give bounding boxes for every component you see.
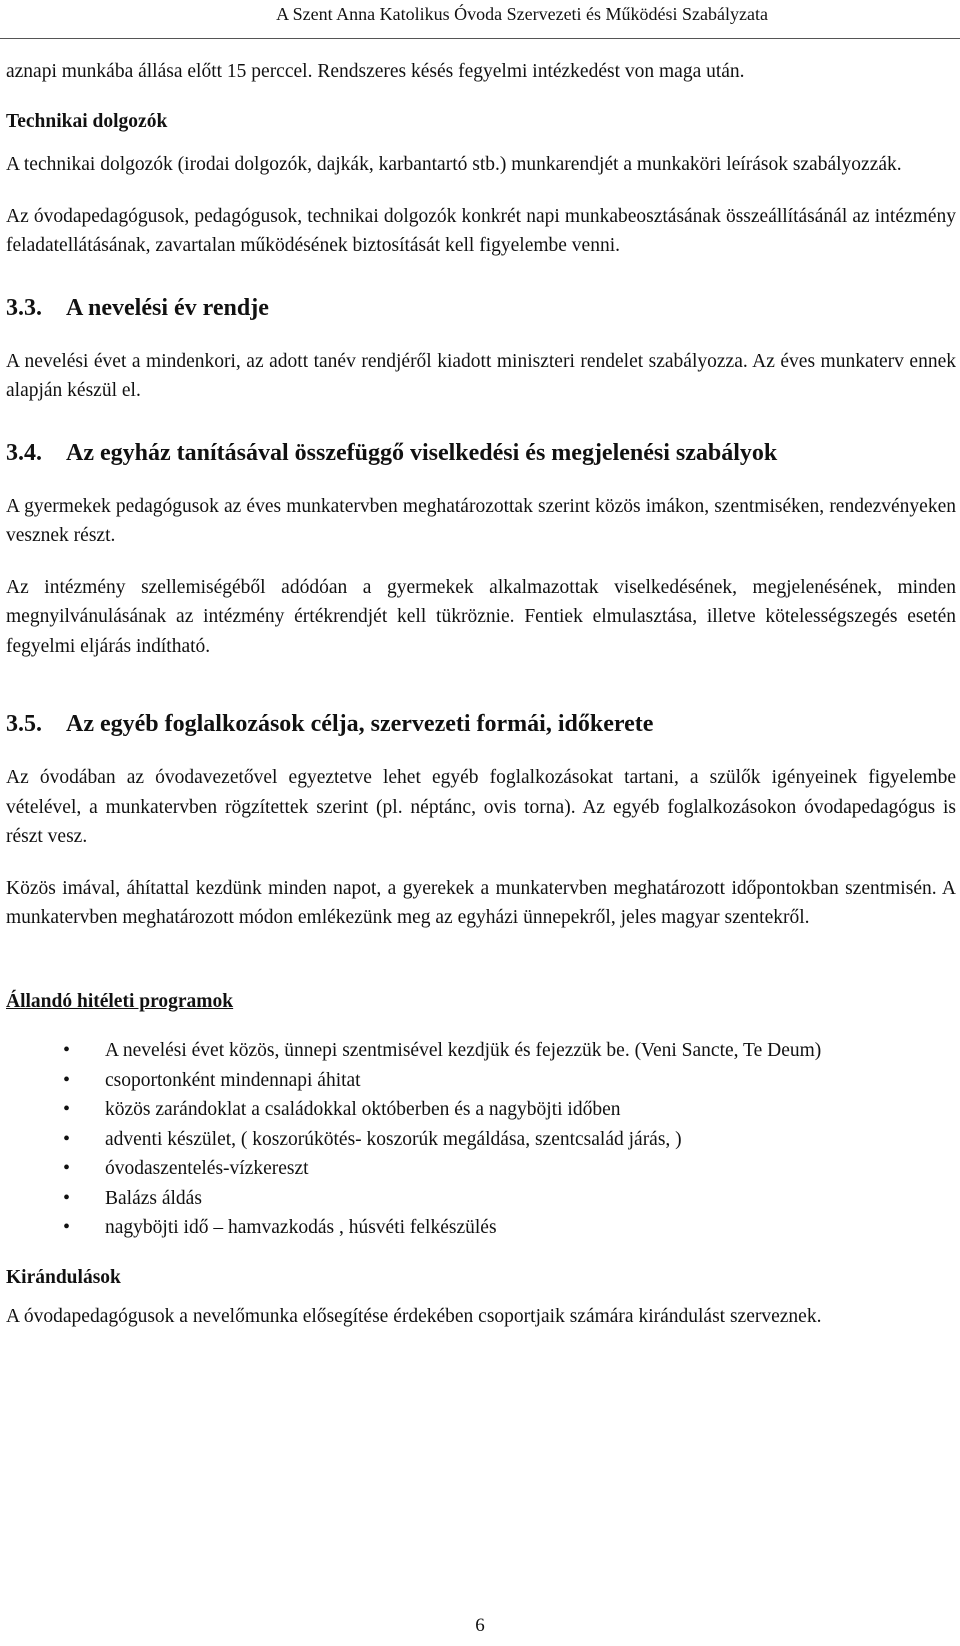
- religious-programs-list: [6, 1036, 956, 1243]
- technical-staff-heading: Technikai dolgozók: [6, 110, 168, 132]
- bullet-icon: •: [63, 1098, 71, 1120]
- header-rule: [0, 38, 960, 39]
- section-paragraph: A gyermekek pedagógusok az éves munkatervben meghatározottak szerint közös imákon, szentmiséken, rendezvényeken vesznek részt.: [6, 495, 956, 546]
- intro-continuation-paragraph: aznapi munkába állása előtt 15 perccel. Rendszeres késés fegyelmi intézkedést von maga után.: [6, 61, 745, 82]
- page-content: [6, 57, 956, 1332]
- section-paragraph: A nevelési évet a mindenkori, az adott tanév rendjéről kiadott miniszteri rendelet szabályozza. Az éves munkaterv ennek alapján készül el.: [6, 350, 956, 401]
- list-item: [6, 1066, 956, 1096]
- list-item-text: közös zarándoklat a családokkal októberben és a nagyböjti időben: [105, 1099, 621, 1120]
- list-item-text: adventi készület, ( koszorúkötés- koszorúk megáldása, szentcsalád járás, ): [105, 1128, 682, 1150]
- excursions-heading: Kirándulások: [6, 1266, 121, 1288]
- section-heading-3-5: [6, 709, 956, 739]
- bullet-icon: •: [63, 1157, 71, 1179]
- list-item: [6, 1154, 956, 1184]
- list-item: [6, 1213, 956, 1243]
- bullet-icon: •: [63, 1186, 71, 1209]
- bullet-icon: •: [63, 1039, 71, 1061]
- section-number: 3.3.: [6, 294, 42, 321]
- section-title: A nevelési év rendje: [66, 294, 269, 321]
- excursions-paragraph: A óvodapedagógusok a nevelőmunka elősegítése érdekében csoportjaik számára kirándulást szerveznek.: [6, 1306, 822, 1327]
- bullet-icon: •: [63, 1068, 71, 1091]
- section-number: 3.4.: [6, 439, 42, 466]
- scheduling-paragraph: Az óvodapedagógusok, pedagógusok, technikai dolgozók konkrét napi munkabeosztásának összeállításánál az intézmény feladatellátásának, zavartalan működésének biztosítását kell figyelembe venni.: [6, 205, 956, 256]
- section-paragraph: Az intézmény szellemiségéből adódóan a gyermekek alkalmazottak viselkedésének, megjelenésének, minden megnyilvánulásának az intézmény értékrendjét kell tükröznie. Fentiek elmulasztása, illetve kötelességszegés esetén fegyelmi eljárás indítható.: [6, 576, 956, 657]
- running-header-title: A Szent Anna Katolikus Óvoda Szervezeti és Működési Szabályzata: [276, 4, 768, 24]
- list-item: [6, 1095, 956, 1125]
- section-title: Az egyház tanításával összefüggő viselkedési és megjelenési szabályok: [66, 439, 778, 466]
- running-header: [0, 2, 960, 26]
- list-item-text: óvodaszentelés-vízkereszt: [105, 1158, 309, 1179]
- section-paragraph: Közös imával, áhítattal kezdünk minden napot, a gyerekek a munkatervben meghatározott időpontokban szentmisén. A munkatervben meghatározott módon emlékezünk meg az egyházi ünnepekről, jeles magyar szentekről.: [6, 877, 956, 928]
- list-item: [6, 1184, 956, 1214]
- section-number: 3.5.: [6, 711, 42, 737]
- bullet-icon: •: [63, 1216, 71, 1238]
- page-number: 6: [475, 1615, 485, 1636]
- list-item: [6, 1125, 956, 1155]
- list-item: [6, 1036, 956, 1066]
- section-paragraph: Az óvodában az óvodavezetővel egyeztetve lehet egyéb foglalkozásokat tartani, a szülők igényeinek figyelembe vételével, a munkatervben rögzítettek szerint (pl. néptánc, ovis torna). Az egyéb foglalkozásokon óvodapedagógus is részt vesz.: [6, 767, 956, 847]
- list-item-text: A nevelési évet közös, ünnepi szentmisével kezdjük és fejezzük be. (Veni Sancte, Te Deum): [105, 1040, 822, 1061]
- list-item-text: Balázs áldás: [105, 1187, 202, 1209]
- list-item-text: csoportonként mindennapi áhitat: [105, 1069, 361, 1091]
- bullet-icon: •: [63, 1127, 71, 1150]
- section-title: Az egyéb foglalkozások célja, szervezeti formái, időkerete: [66, 711, 654, 737]
- technical-staff-paragraph: A technikai dolgozók (irodai dolgozók, dajkák, karbantartó stb.) munkarendjét a munkaköri leírások szabályozzák.: [6, 154, 902, 175]
- list-item-text: nagyböjti idő – hamvazkodás , húsvéti felkészülés: [105, 1217, 497, 1238]
- religious-programs-heading: Állandó hitéleti programok: [6, 990, 234, 1012]
- section-heading-3-3: [6, 293, 956, 323]
- section-heading-3-4: [6, 438, 956, 468]
